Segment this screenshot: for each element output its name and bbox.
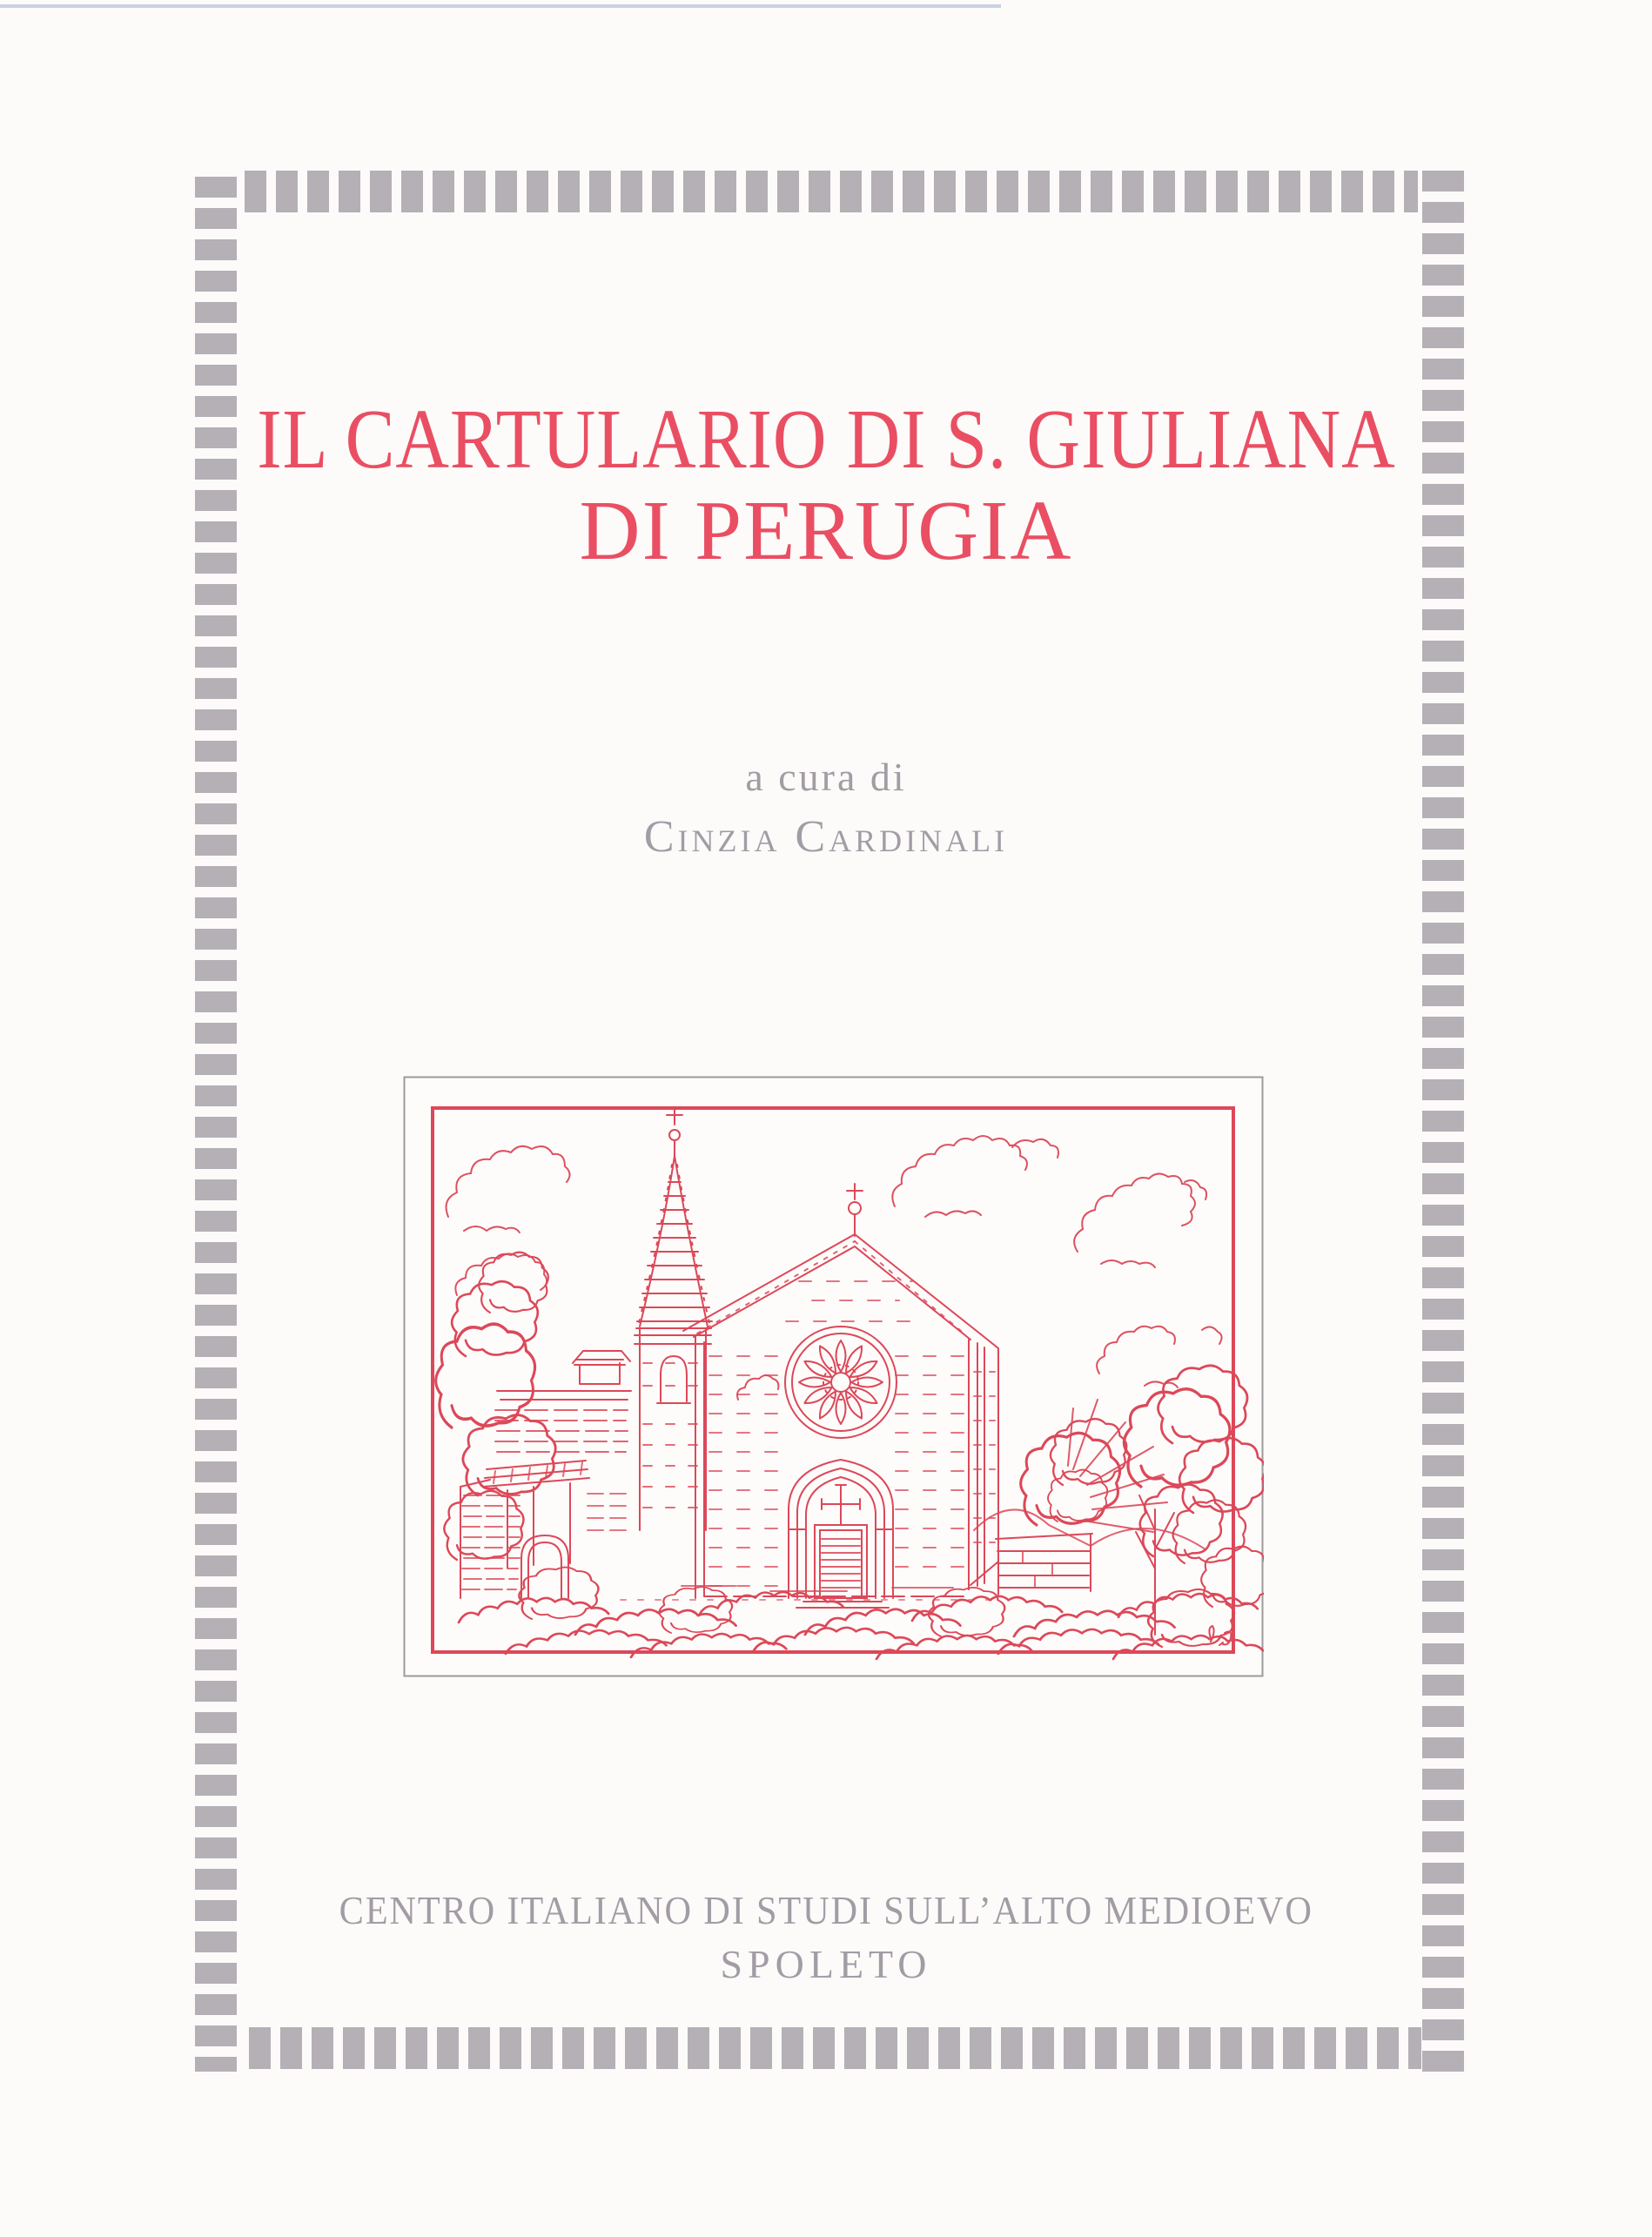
- title-text-2: DI PERUGIA: [579, 484, 1073, 577]
- title-text-1: IL CARTULARIO DI S. GIULIANA: [256, 393, 1396, 486]
- publisher-name: [0, 1887, 1652, 1933]
- byline-prefix: a cura di: [745, 755, 907, 799]
- page-title-line1: [0, 393, 1652, 487]
- publisher-city: SPOLETO: [720, 1942, 932, 1986]
- editor-name: Cinzia Cardinali: [643, 812, 1009, 862]
- page-title-line2: [0, 485, 1652, 578]
- publisher-name-text: CENTRO ITALIANO DI STUDI SULL’ALTO MEDIOEVO: [339, 1888, 1313, 1932]
- decorative-border-bottom: [249, 2027, 1421, 2069]
- cover-illustration: [403, 1076, 1264, 1677]
- scan-artifact-line: [0, 4, 1001, 8]
- decorative-border-top: [245, 171, 1418, 212]
